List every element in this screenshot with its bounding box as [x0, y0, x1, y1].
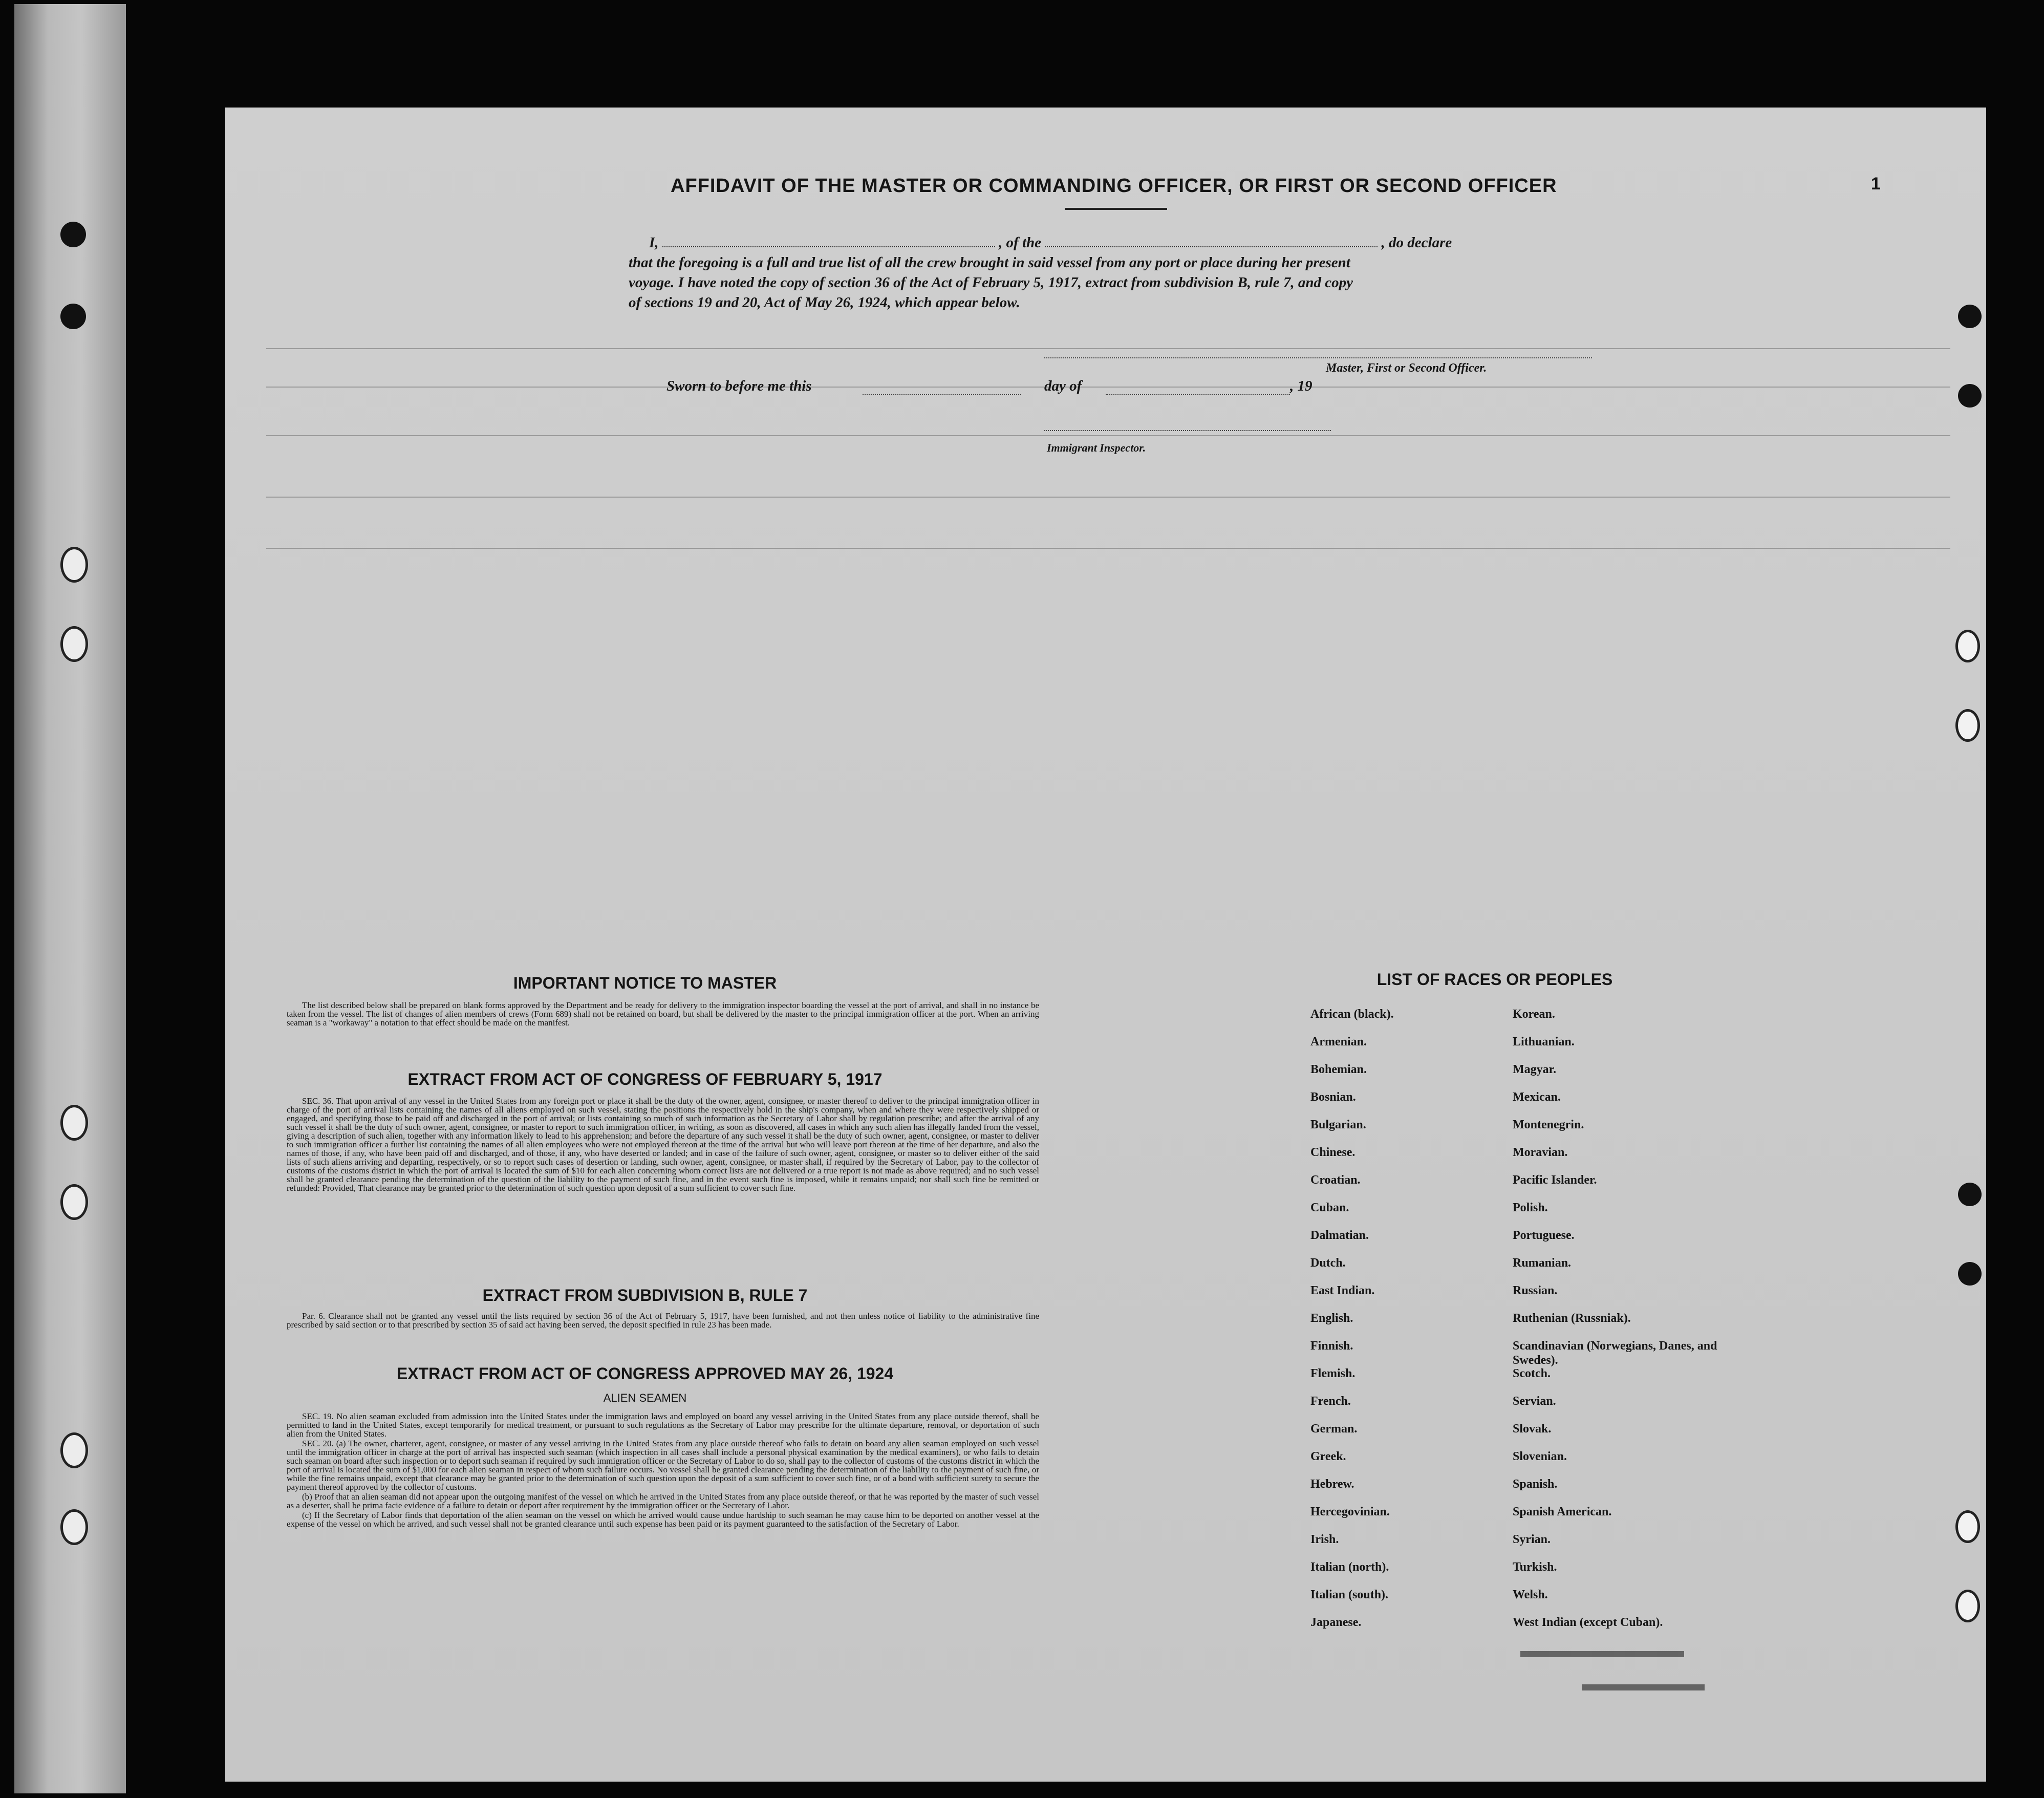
race-item: Slovenian. [1513, 1450, 1567, 1463]
punch-hole [1955, 630, 1980, 662]
rivet [1958, 1183, 1982, 1206]
race-item: Scandinavian (Norwegians, Danes, and Swedes). [1513, 1339, 1717, 1367]
binding-hole [60, 1105, 88, 1141]
race-item: Cuban. [1310, 1201, 1349, 1214]
affidavit-do-declare: , do declare [1381, 234, 1452, 251]
alien-seamen-subheading: ALIEN SEAMEN [603, 1392, 687, 1404]
page-number: 1 [1871, 174, 1881, 194]
affidavit-of-the: , of the [999, 234, 1042, 251]
bleed-rule [266, 348, 1950, 349]
rivet [1958, 384, 1982, 408]
race-item: Magyar. [1513, 1063, 1557, 1076]
binding-rivet [60, 304, 86, 329]
sworn-day-blank[interactable] [863, 393, 1021, 395]
punch-hole [1955, 709, 1980, 742]
race-item: Servian. [1513, 1395, 1556, 1408]
inspector-caption: Immigrant Inspector. [1047, 441, 1146, 454]
race-item: Dalmatian. [1310, 1229, 1369, 1242]
race-item: Russian. [1513, 1284, 1558, 1297]
race-item: Chinese. [1310, 1146, 1356, 1159]
race-item: Dutch. [1310, 1256, 1346, 1270]
race-item: Welsh. [1513, 1588, 1548, 1601]
race-item: Moravian. [1513, 1146, 1568, 1159]
race-item: Ruthenian (Russniak). [1513, 1312, 1631, 1325]
affidavit-title: AFFIDAVIT OF THE MASTER OR COMMANDING OFFICER, OR FIRST OR SECOND OFFICER [671, 175, 1557, 197]
affidavit-line-3: voyage. I have noted the copy of section 36 of the Act of February 5, 1917, extract from subdivision B, rule 7, and copy [629, 274, 1353, 291]
race-item: Bohemian. [1310, 1063, 1367, 1076]
bleed-rule [266, 497, 1950, 498]
binding-hole [60, 1432, 88, 1468]
notice-paragraph: The list described below shall be prepared on blank forms approved by the Department and be ready for delivery to the immigration inspector boarding the vessel at the port of arrival, and shall in no instance be taken from the vessel. The list of changes of alien members of crews (Form 689) shall not be retained on board, but shall be delivered by the master to the principal immigration officer at the port. When an arriving seaman is a "workaway" a notation to that effect should be made on the manifest. [287, 1000, 1039, 1028]
extract-1924-heading: EXTRACT FROM ACT OF CONGRESS APPROVED MAY 26, 1924 [396, 1364, 894, 1383]
document-page [225, 108, 1986, 1782]
race-item: English. [1310, 1312, 1353, 1325]
affidavit-body [629, 233, 1617, 313]
rule7-paragraph: Par. 6. Clearance shall not be granted any vessel until the lists required by section 36 of the Act of February 5, 1917, have been furnished, and not then unless notice of liability to the administrative fine prescribed by said section or to that prescribed by section 35 of said act having been served, the deposit specified in rule 23 has been made. [287, 1311, 1039, 1330]
binding-hole [60, 547, 88, 583]
bleed-rule [266, 548, 1950, 549]
binding-strip [14, 4, 126, 1793]
sec19-paragraph: SEC. 19. No alien seaman excluded from admission into the United States under the immigration laws and employed on board any vessel arriving in the United States from any place outside thereof, shall be permitted to land in the United States, except temporarily for medical treatment, or pursuant to such regulations as the Secretary of Labor may prescribe for the ultimate departure, removal, or deportation of such alien from the United States. [287, 1411, 1039, 1439]
affidavit-line-1 [629, 233, 1617, 253]
reverse-stamp-mark: ▬▬▬▬▬▬▬▬ [1520, 1639, 1684, 1662]
races-right-column [1513, 1007, 1728, 1643]
signature-line[interactable] [1044, 356, 1592, 358]
rivet [1958, 305, 1982, 328]
extract-1917-text [287, 1097, 1039, 1193]
sworn-text: Sworn to before me this [666, 378, 812, 394]
sec20-paragraph: SEC. 20. (a) The owner, charterer, agent, consignee, or master of any vessel arriving in the United States from any place outside thereof who fails to detain on board any alien seaman employed on such vessel until the immigration officer in charge at the port of arrival has inspected such seaman (which inspection in all cases shall include a personal physical examination by the medical examiners), or who fails to detain such seaman on board after such inspection or to deport such seaman if required by such immigration officer or the Secretary of Labor to do so, shall pay to the collector of customs of the customs district in which the port of arrival is located the sum of $1,000 for each alien seaman in respect of whom such failure occurs. No vessel shall be granted clearance pending the determination of the liability to the payment of such fine, or while the fine remains unpaid, except that clearance may be granted prior to the determination of such question upon the deposit of a sum sufficient to cover such fine, or of a bond with sufficient surety to secure the payment thereof approved by the collector of customs. [287, 1439, 1039, 1492]
sworn-year: , 19 [1290, 378, 1313, 394]
races-heading: LIST OF RACES OR PEOPLES [1376, 970, 1613, 989]
rivet [1958, 1262, 1982, 1286]
race-item: Croatian. [1310, 1173, 1361, 1187]
inspector-signature-line[interactable] [1044, 429, 1331, 431]
race-item: Hercegovinian. [1310, 1505, 1390, 1518]
race-item: Syrian. [1513, 1533, 1551, 1546]
race-item: Lithuanian. [1513, 1035, 1575, 1048]
race-item: Bulgarian. [1310, 1118, 1366, 1131]
notice-text [287, 1001, 1039, 1028]
binding-hole [60, 626, 88, 662]
race-item: Scotch. [1513, 1367, 1551, 1380]
race-item: Hebrew. [1310, 1478, 1354, 1491]
sec20c-paragraph: (c) If the Secretary of Labor finds that deportation of the alien seaman on the vessel on which he arrived would cause undue hardship to such seaman he may cause him to be deported on another vessel at the expense of the vessel on which he arrived, and such vessel shall not be granted clearance until such expense has been paid or its payment guaranteed to the satisfaction of the Secretary of Labor. [287, 1510, 1039, 1529]
title-underline [1065, 208, 1167, 210]
binding-hole [60, 1509, 88, 1545]
race-item: Korean. [1513, 1008, 1555, 1021]
bleed-rule [266, 435, 1950, 436]
race-item: Japanese. [1310, 1616, 1362, 1629]
race-item: Rumanian. [1513, 1256, 1572, 1270]
bleed-rule [266, 387, 1950, 388]
race-item: Turkish. [1513, 1560, 1557, 1574]
sworn-month-blank[interactable] [1106, 393, 1290, 395]
punch-hole [1955, 1510, 1980, 1543]
race-item: East Indian. [1310, 1284, 1375, 1297]
affidavit-line-4: of sections 19 and 20, Act of May 26, 1924, which appear below. [629, 294, 1020, 311]
signature-caption: Master, First or Second Officer. [1326, 361, 1487, 375]
extract-1917-heading: EXTRACT FROM ACT OF CONGRESS OF FEBRUARY 5, 1917 [407, 1070, 883, 1088]
race-item: French. [1310, 1395, 1351, 1408]
notice-heading: IMPORTANT NOTICE TO MASTER [513, 974, 777, 992]
binding-rivet [60, 222, 86, 247]
rule7-text [287, 1312, 1039, 1330]
race-item: Greek. [1310, 1450, 1346, 1463]
race-item: West Indian (except Cuban). [1513, 1616, 1663, 1629]
race-item: Irish. [1310, 1533, 1339, 1546]
race-item: German. [1310, 1422, 1358, 1436]
race-item: Finnish. [1310, 1339, 1353, 1353]
race-item: Flemish. [1310, 1367, 1356, 1380]
sec20b-paragraph: (b) Proof that an alien seaman did not appear upon the outgoing manifest of the vessel on which he arrived in the United States from any place outside thereof, or that he was reported by the master of such vessel as a deserter, shall be prima facie evidence of a failure to detain or deport after requirement by the immigration officer or the Secretary of Labor. [287, 1492, 1039, 1510]
race-item: Pacific Islander. [1513, 1173, 1597, 1187]
race-item: Montenegrin. [1513, 1118, 1584, 1131]
sworn-day-of: day of [1044, 378, 1082, 394]
race-item: Polish. [1513, 1201, 1548, 1214]
rule7-heading: EXTRACT FROM SUBDIVISION B, RULE 7 [482, 1286, 808, 1304]
extract-1924-text [287, 1412, 1039, 1529]
race-item: African (black). [1310, 1008, 1394, 1021]
race-item: Slovak. [1513, 1422, 1552, 1436]
reverse-stamp-mark: ▬▬▬▬▬▬ [1582, 1672, 1705, 1695]
race-item: Armenian. [1310, 1035, 1367, 1048]
affidavit-i: I, [649, 234, 659, 251]
name-blank[interactable] [662, 233, 995, 247]
vessel-blank[interactable] [1045, 233, 1378, 247]
races-left-column [1310, 1007, 1505, 1643]
race-item: Spanish American. [1513, 1505, 1612, 1518]
affidavit-line-2: that the foregoing is a full and true list of all the crew brought in said vessel from any port or place during her present [629, 254, 1350, 271]
race-item: Mexican. [1513, 1090, 1561, 1104]
punch-hole [1955, 1590, 1980, 1622]
race-item: Spanish. [1513, 1478, 1558, 1491]
race-item: Bosnian. [1310, 1090, 1356, 1104]
race-item: Portuguese. [1513, 1229, 1575, 1242]
race-item: Italian (north). [1310, 1560, 1389, 1574]
binding-hole [60, 1184, 88, 1220]
sec36-paragraph: SEC. 36. That upon arrival of any vessel in the United States from any foreign port or place it shall be the duty of the owner, agent, consignee, or master thereof to deliver to the principal immigration officer in charge of the port of arrival lists containing the names of all aliens employed on such vessel, stating the positions the respectively hold in the ship's company, when and where they were respectively shipped or engaged, and specifying those to be paid off and discharged in the port of arrival; or lists containing so much of such information as the Secretary of Labor shall by regulation prescribe; and after the arrival of any such vessel it shall be the duty of such owner, agent, consignee, or master to report to such immigration officer, in writing, as soon as discovered, all cases in which any such alien has illegally landed from the vessel, giving a description of such alien, together with any information likely to lead to his apprehension; and before the departure of any such vessel it shall be the duty of such owner, agent, consignee, or master to deliver to such immigration officer a further list containing the names of all alien employees who were not employed thereon at the time of the arrival but who will leave port thereon at the time of her departure, and also the names of those, if any, who have been paid off and discharged, and of those, if any, who have deserted or landed; and in case of the failure of such owner, agent, consignee, or master so to deliver either of the said lists of such aliens arriving and departing, respectively, or so to report such cases of desertion or landing, such owner, agent, consignee, or master shall, if required by the Secretary of Labor, pay to the collector of customs of the customs district in which the port of arrival is located the sum of $10 for each alien concerning whom correct lists are not delivered or a true report is not made as above required; and no such vessel shall be granted clearance pending the determination of the question of the liability to the payment of such fine, and in the event such fine is imposed, while it remains unpaid; nor shall such fine be remitted or refunded: Provided, That clearance may be granted prior to the determination of such question upon deposit of a sum sufficient to cover such fine. [287, 1096, 1039, 1193]
race-item: Italian (south). [1310, 1588, 1389, 1601]
